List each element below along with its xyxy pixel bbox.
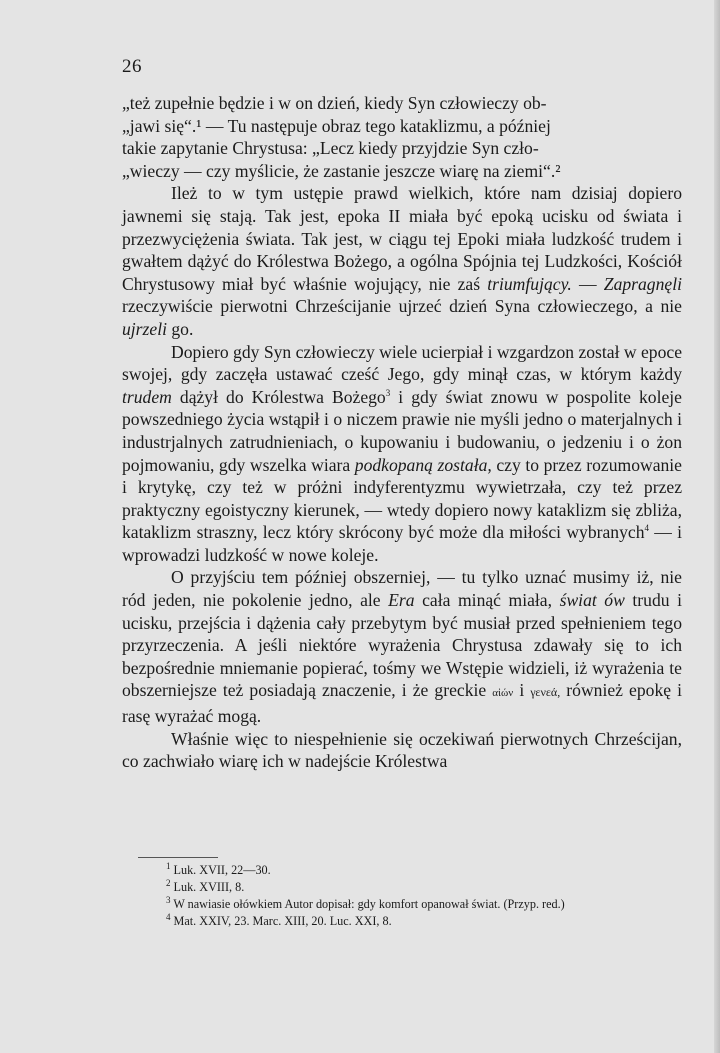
- paragraph: Dopiero gdy Syn człowieczy wiele ucierpiał i wzgardzon został w epoce swojej, gdy zaczęła ustawać cześć Jego, gdy minął czas, w którym każdy trudem dążył do Królestwa Bożego$^3$ i gdy świat znowu w pospolite koleje powszedniego życia wstąpił i o niczem prawie nie myśli jedno o materjalnych i industrjalnych zatrudnieniach, o kupowaniu i budowaniu, o jedzeniu i o żon pojmowaniu, gdy wszelka wiara podkopaną została, czy to przez rozumowanie i krytykę, czy też w próżni indyferentyzmu wywietrzała, czy też przez praktyczny egoistyczny kierunek, — wtedy dopiero nowy kataklizm się zbliża, kataklizm straszny, lecz który skrócony być może dla miłości wybranych$^4$ — i wprowadzi ludzkość w nowe koleje.: [122, 341, 683, 565]
- text-line: „wieczy — czy myślicie, że zastanie jeszcze wiarę na ziemi“.²: [122, 160, 561, 181]
- text-line: „jawi się“.¹ — Tu następuje obraz tego kataklizmu, a później: [122, 115, 551, 136]
- footnotes: [122, 862, 682, 930]
- footnote: $^4$ Mat. XXIV, 23. Marc. XIII, 20. Luc. XXI, 8.: [166, 911, 392, 928]
- greek-word: αἰών: [492, 687, 514, 700]
- paragraph: Właśnie więc to niespełnienie się oczekiwań pierwotnych Chrześcijan, co zachwiało wiarę ich w nadejście Królestwa: [122, 728, 682, 772]
- footnote-number: 4: [166, 911, 171, 922]
- paragraph-quote: [122, 92, 682, 182]
- italic-text: ujrzeli: [122, 318, 167, 339]
- footnote-number: 1: [166, 860, 171, 871]
- italic-text: trudem: [122, 386, 172, 407]
- italic-text: triumfujący.: [487, 273, 572, 294]
- footnote: $^3$ W nawiasie ołówkiem Autor dopisał: gdy komfort opanował świat. (Przyp. red.): [166, 894, 565, 911]
- italic-text: Zapragnęli: [603, 273, 682, 294]
- footnote-ref: 3: [385, 387, 391, 398]
- footnote-ref: 4: [644, 523, 649, 534]
- footnote-number: 3: [166, 894, 171, 905]
- footnote-divider: [138, 857, 218, 858]
- main-text: [122, 92, 682, 773]
- text-line: „też zupełnie będzie i w on dzień, kiedy Syn człowieczy ob-: [122, 93, 547, 113]
- footnote: $^2$ Luk. XVIII, 8.: [166, 877, 245, 894]
- footnote: $^1$ Luk. XVII, 22—30.: [166, 860, 271, 877]
- paragraph: O przyjściu tem później obszerniej, — tu tylko uznać musimy iż, nie ród jeden, nie pokolenie jedno, ale Era cała minąć miała, świat ów trudu i ucisku, przejścia i dążenia cały przebytym być musiał przed spełnieniem tego przyrzeczenia. A jeśli niektóre wyrażenia Chrystusa zdawały się to ich bezpośrednie mniemanie popierać, tośmy we Wstępie widzieli, iż wyrażenia te obszerniejsze też posiadają znaczenie, i że greckie αἰών i γενεά, również epokę i rasę wyrażać mogą.: [122, 567, 683, 727]
- italic-text: świat ów: [559, 590, 625, 611]
- italic-text: podkopaną została,: [354, 454, 492, 475]
- italic-text: Era: [388, 590, 415, 611]
- page-number: 26: [122, 56, 142, 77]
- page-edge: [714, 0, 720, 1053]
- text-line: takie zapytanie Chrystusa: „Lecz kiedy przyjdzie Syn czło-: [122, 138, 539, 159]
- footnote-number: 2: [166, 877, 171, 888]
- paragraph: Ileż to w tym ustępie prawd wielkich, które nam dzisiaj dopiero jawnemi się stają. Tak jest, epoka II miała być epoką ucisku od świata i przezwyciężenia świata. Tak jest, w ciągu tej Epoki miała ludzkość trudem i gwałtem dążyć do Królestwa Bożego, a ogólna Spójnia tej Ludzkości, Kościół Chrystusowy miał być właśnie wojujący, nie zaś triumfujący. — Zapragnęli rzeczywiście pierwotni Chrześcijanie ujrzeć dzień Syna człowieczego, a nie ujrzeli go.: [122, 183, 682, 339]
- greek-word: γενεά,: [530, 685, 561, 700]
